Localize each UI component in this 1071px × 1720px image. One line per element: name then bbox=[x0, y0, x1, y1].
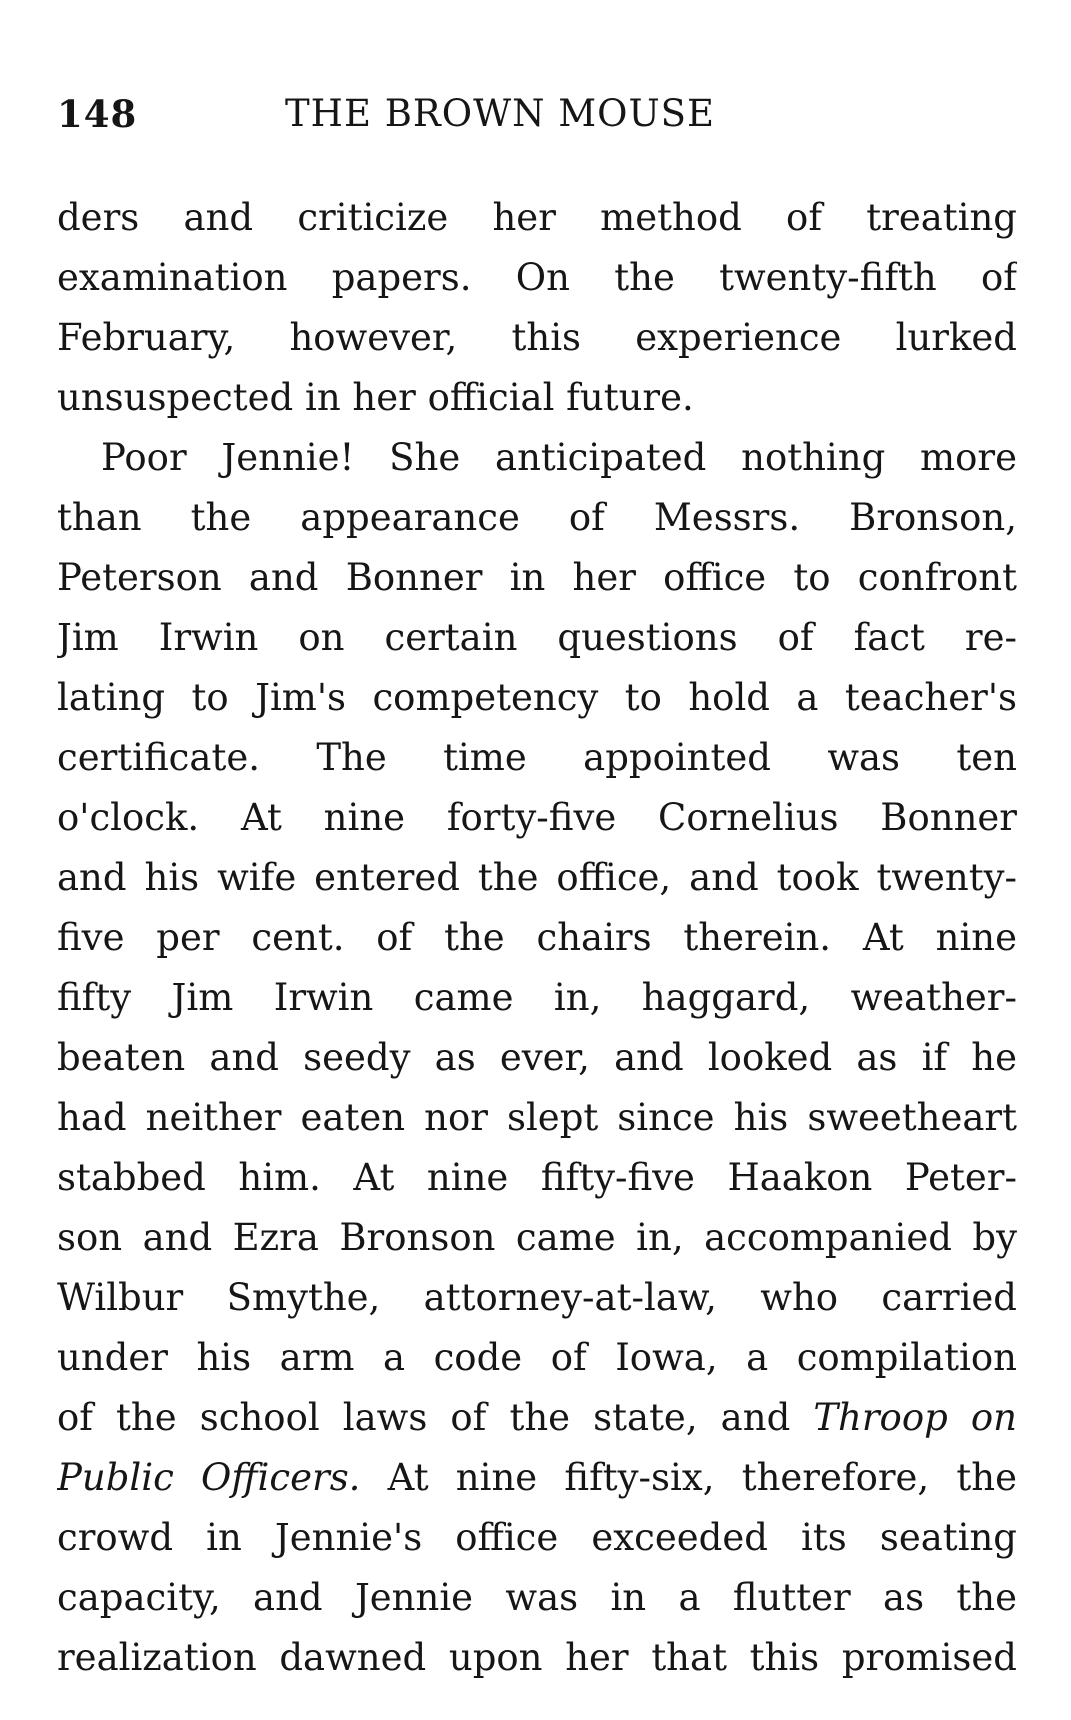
text-line: had neither eaten nor slept since his sweetheart bbox=[57, 1096, 1017, 1139]
text-line: ders and criticize her method of treating bbox=[57, 196, 1017, 239]
text-line: son and Ezra Bronson came in, accompanied by bbox=[57, 1216, 1017, 1259]
text-line: under his arm a code of Iowa, a compilation bbox=[57, 1336, 1017, 1379]
book-title: THE BROWN MOUSE bbox=[285, 92, 716, 135]
text-line: than the appearance of Messrs. Bronson, bbox=[57, 496, 1017, 539]
text-line: of the school laws of the state, and Throop on bbox=[57, 1396, 1017, 1439]
text-line: realization dawned upon her that this promised bbox=[57, 1636, 1017, 1679]
text-line: Wilbur Smythe, attorney-at-law, who carried bbox=[57, 1276, 1017, 1319]
text-line: Peterson and Bonner in her office to confront bbox=[57, 556, 1017, 599]
text-line: Poor Jennie! She anticipated nothing more bbox=[101, 436, 1017, 479]
text-line: and his wife entered the office, and took twenty- bbox=[57, 856, 1017, 899]
body-text bbox=[57, 188, 1017, 1688]
book-citation-title: Public Officers. bbox=[57, 1456, 361, 1499]
text-line: five per cent. of the chairs therein. At nine bbox=[57, 916, 1017, 959]
text-line: capacity, and Jennie was in a flutter as the bbox=[57, 1576, 1017, 1619]
text-line: February, however, this experience lurked bbox=[57, 316, 1017, 359]
book-citation-title: Throop on bbox=[813, 1396, 1017, 1439]
text-line: unsuspected in her official future. bbox=[57, 376, 694, 419]
page-number: 148 bbox=[57, 92, 138, 136]
text-line: stabbed him. At nine fifty-five Haakon Peter- bbox=[57, 1156, 1017, 1199]
text-line: o'clock. At nine forty-five Cornelius Bonner bbox=[57, 796, 1017, 839]
text-line: beaten and seedy as ever, and looked as if he bbox=[57, 1036, 1017, 1079]
text-line: certificate. The time appointed was ten bbox=[57, 736, 1017, 779]
text-line: examination papers. On the twenty-fifth of bbox=[57, 256, 1017, 299]
text-line: fifty Jim Irwin came in, haggard, weather- bbox=[57, 976, 1017, 1019]
text-line: Public Officers. At nine fifty-six, therefore, the bbox=[57, 1456, 1017, 1499]
text-line: lating to Jim's competency to hold a teacher's bbox=[57, 676, 1017, 719]
text-line: crowd in Jennie's office exceeded its seating bbox=[57, 1516, 1017, 1559]
running-head bbox=[57, 86, 777, 142]
text-line: Jim Irwin on certain questions of fact re- bbox=[57, 616, 1017, 659]
